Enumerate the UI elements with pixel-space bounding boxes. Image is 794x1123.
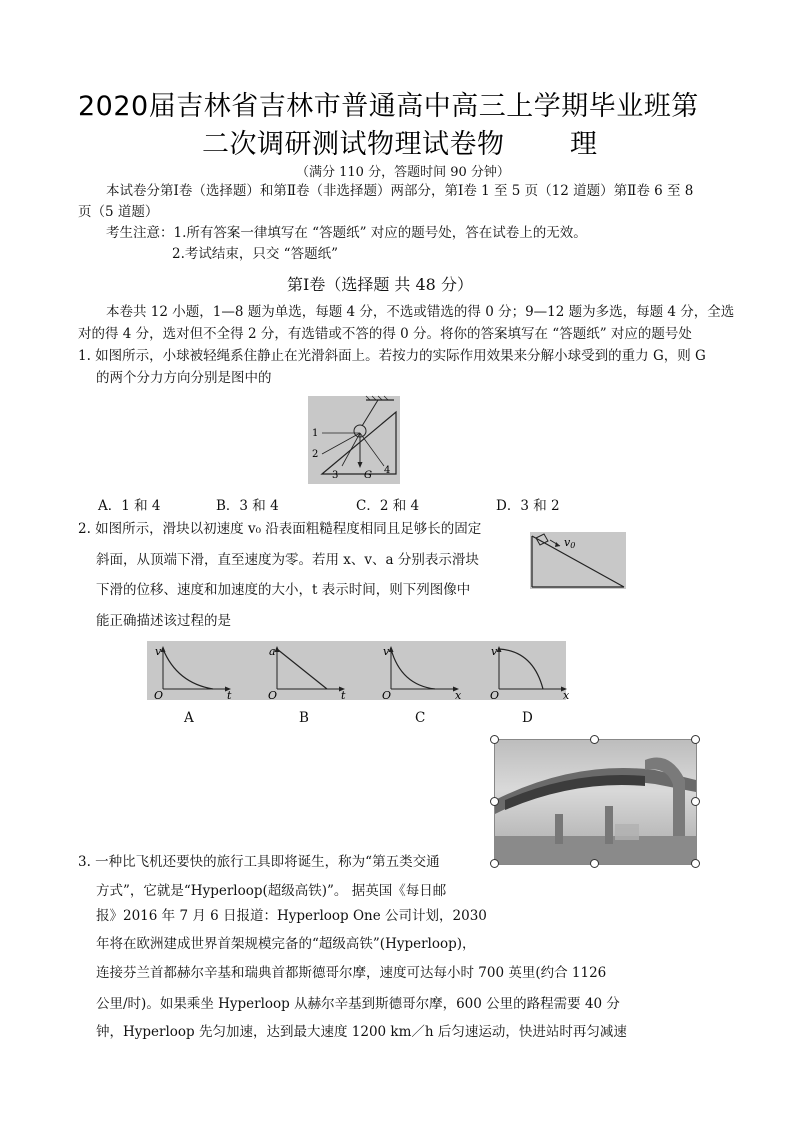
photo-resize-handle[interactable] [490, 797, 499, 806]
q2-graph-d [490, 645, 570, 702]
photo-resize-handle[interactable] [691, 797, 700, 806]
q2-graph-origin-label: O [154, 689, 164, 702]
q2-graph-curve [499, 649, 543, 689]
q2-graph-x-label: x [455, 689, 462, 702]
notice-line2: 2.考试结束，只交 “答题纸” [172, 246, 338, 262]
q2-stem-line1: 2. 如图所示，滑块以初速度 v₀ 沿表面粗糙程度相同且足够长的固定 [78, 521, 482, 537]
photo-resize-handle[interactable] [490, 735, 499, 744]
q2-v0-label: v0 [564, 536, 576, 550]
q2-graph-label-c: C [415, 710, 426, 726]
q2-graphs [147, 641, 570, 702]
q1-figure [308, 396, 400, 484]
notice-line1: 考生注意：1.所有答案一律填写在 “答题纸” 对应的题号处，答在试卷上的无效。 [106, 225, 587, 241]
q3-stem-line7: 钟，Hyperloop 先匀加速，达到最大速度 1200 km／h 后匀速运动，快进站时再匀减速 [96, 1024, 627, 1040]
q2-graph-b [268, 645, 346, 702]
section-title: 第Ⅰ卷（选择题 共 48 分） [287, 275, 473, 294]
q2-graph-curve [163, 649, 213, 689]
q1-fig-label-2: 2 [312, 449, 319, 460]
q3-stem-line3: 报》2016 年 7 月 6 日报道：Hyperloop One 公司计划，2030 [96, 908, 487, 924]
intro-line2: 页（5 道题） [78, 204, 159, 220]
q1-option-a: A．1 和 4 [98, 498, 161, 514]
q3-stem-line2: 方式”，它就是“Hyperloop(超级高铁)”。 据英国《每日邮 [96, 883, 447, 899]
page-title-line2: 二次调研测试物理试卷物 [202, 129, 505, 160]
q2-graph-curve [391, 649, 435, 689]
q2-graph-x-label: t [227, 689, 232, 702]
q1-option-b: B．3 和 4 [216, 498, 279, 514]
q2-graph-label-b: B [299, 710, 309, 726]
q3-stem-line5: 连接芬兰首都赫尔辛基和瑞典首都斯德哥尔摩，速度可达每小时 700 英里(约合 1126 [96, 965, 607, 981]
photo-resize-handle[interactable] [490, 859, 499, 868]
q2-graph-origin-label: O [268, 689, 278, 702]
q2-graph-y-label: v [491, 645, 498, 658]
q1-fig-label-1: 1 [312, 428, 319, 439]
q2-graph-c [382, 645, 462, 702]
q1-fig-label-3: 3 [332, 470, 339, 481]
intro-line1: 本试卷分第Ⅰ卷（选择题）和第Ⅱ卷（非选择题）两部分，第Ⅰ卷 1 至 5 页（12 道题）第Ⅱ卷 6 至 8 [106, 183, 694, 199]
q2-stem-line2: 斜面，从顶端下滑，直至速度为零。若用 x、v、a 分别表示滑块 [96, 552, 479, 568]
q2-graph-origin-label: O [490, 689, 500, 702]
q2-stem-line4: 能正确描述该过程的是 [96, 613, 231, 629]
section-desc-line1: 本卷共 12 小题，1—8 题为单选，每题 4 分，不选或错选的得 0 分；9—12 题为多选，每题 4 分，全选 [106, 304, 735, 320]
q2-graph-x-label: t [341, 689, 346, 702]
subtitle: （满分 110 分，答题时间 90 分钟） [296, 165, 510, 180]
q1-stem-line2: 的两个分力方向分别是图中的 [96, 370, 272, 386]
photo-resize-handle[interactable] [691, 735, 700, 744]
q1-stem-line1: 1. 如图所示，小球被轻绳系住静止在光滑斜面上。若按力的实际作用效果来分解小球受到的重力 G，则 G [78, 348, 706, 364]
q3-stem-line6: 公里/时)。如果乘坐 Hyperloop 从赫尔辛基到斯德哥尔摩，600 公里的路程需要 40 分 [96, 996, 620, 1012]
q2-graph-a [154, 645, 232, 702]
q2-graph-label-a: A [184, 710, 194, 726]
q2-graph-label-d: D [522, 710, 533, 726]
q3-stem-line1: 3. 一种比飞机还要快的旅行工具即将诞生，称为“第五类交通 [78, 854, 440, 870]
q1-option-c: C．2 和 4 [356, 498, 420, 514]
q3-stem-line4: 年将在欧洲建成世界首架规模完备的“超级高铁”(Hyperloop)， [96, 936, 476, 952]
q2-graph-y-label: a [269, 645, 276, 658]
section-desc-line2: 对的得 4 分，选对但不全得 2 分，有选错或不答的得 0 分。将你的答案填写在 “答题纸” 对应的题号处 [78, 326, 692, 342]
photo-resize-handle[interactable] [590, 735, 599, 744]
q2-graph-curve [277, 649, 327, 689]
q2-graph-origin-label: O [382, 689, 392, 702]
photo-resize-handle[interactable] [590, 859, 599, 868]
page-title-line1: 2020届吉林省吉林市普通高中高三上学期毕业班第 [78, 91, 699, 122]
q2-graph-x-label: x [563, 689, 570, 702]
q2-stem-line3: 下滑的位移、速度和加速度的大小，t 表示时间，则下列图像中 [96, 582, 471, 598]
q1-fig-label-4: 4 [384, 465, 391, 476]
q2-graph-y-label: v [383, 645, 390, 658]
q1-option-d: D．3 和 2 [496, 498, 560, 514]
hyperloop-photo[interactable] [494, 739, 697, 865]
q1-fig-label-g: G [364, 470, 372, 481]
page-title-line2-tail: 理 [570, 129, 598, 160]
q2-graph-y-label: v [155, 645, 162, 658]
q2-incline-figure [530, 532, 626, 589]
photo-resize-handle[interactable] [691, 859, 700, 868]
